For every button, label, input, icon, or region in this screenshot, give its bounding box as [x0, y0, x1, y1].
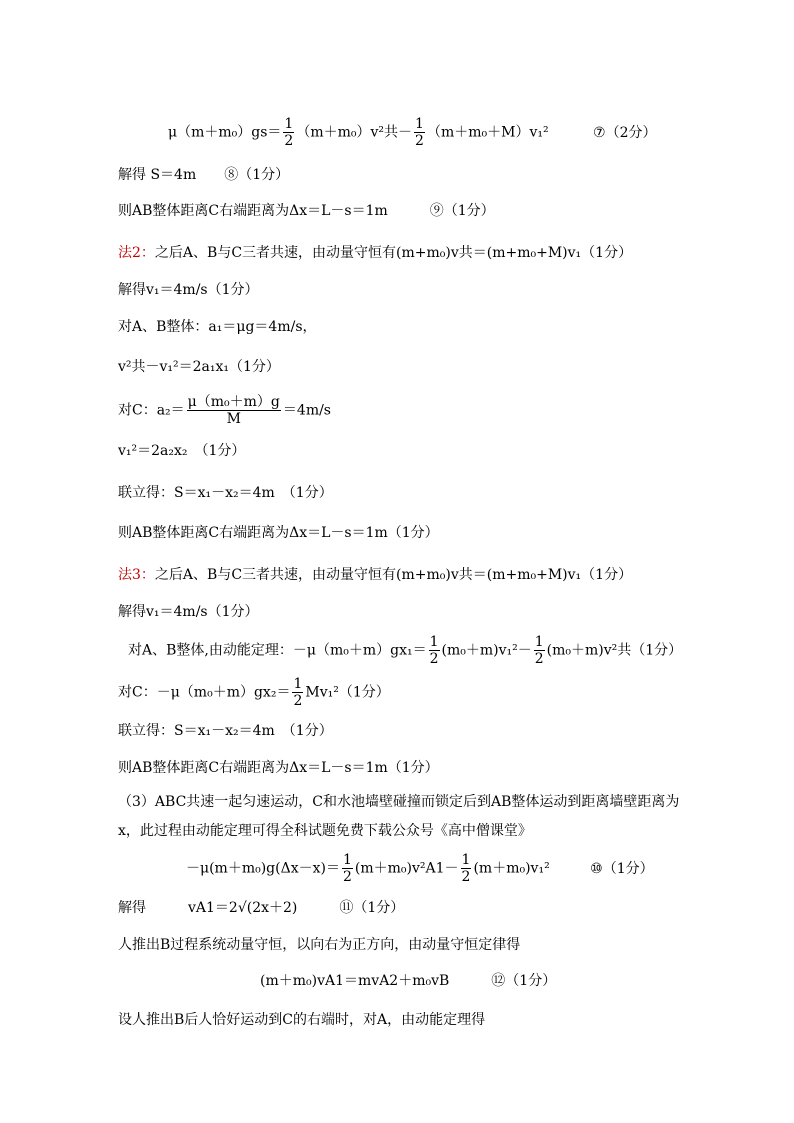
score-tag: ⑩（1分）: [590, 860, 654, 877]
numerator: 1: [284, 116, 294, 132]
line-18: （3）ABC共速一起匀速运动，C和水池墙壁碰撞而锁定后到AB整体运动到距离墙壁距离为: [118, 794, 680, 810]
denominator: 2: [284, 133, 294, 149]
equation-7: [168, 116, 657, 149]
denominator: 2: [415, 133, 424, 149]
denominator: 2: [293, 693, 303, 709]
method-text: 之后A、B与C三者共速，由动量守恒有(m+m₀)v共＝(m+m₀+M)v₁（1分）: [154, 245, 633, 261]
method-label: 法3：: [118, 567, 155, 583]
eq-part: μ（m＋m₀）gs＝: [168, 124, 282, 141]
eq-part: 对A、B整体,由动能定理：－μ（m₀＋m）gx₁＝: [128, 642, 427, 659]
denominator: M: [226, 411, 241, 427]
fraction: [534, 634, 545, 667]
method-2-line: [118, 242, 632, 264]
line-3: 则AB整体距离C右端距离为Δx＝L－s＝1m ⑨（1分）: [118, 203, 495, 219]
score-tag: ⑦（2分）: [593, 124, 657, 141]
line-8: [118, 394, 331, 427]
line-5: 解得v₁＝4m/s（1分）: [118, 282, 259, 298]
eq-part: 对C：－μ（m₀＋m）gx₂＝: [118, 684, 291, 701]
line-9: v₁²＝2a₂x₂ （1分）: [118, 443, 246, 459]
line-24: 设人推出B后人恰好运动到C的右端时，对A，由动能定理得: [118, 1012, 486, 1028]
eq-part: （m＋m₀）v²共－: [296, 124, 413, 141]
line-7: v²共－v₁²＝2a₁x₁（1分）: [118, 359, 280, 375]
line-19: x，此过程由动能定理可得全科试题免费下载公众号《高中僧课堂》: [118, 823, 532, 839]
line-6: 对A、B整体：a₁＝μg＝4m/s，: [118, 319, 317, 335]
numerator: 1: [461, 852, 471, 868]
line-2: 解得 S＝4m ⑧（1分）: [118, 167, 290, 183]
numerator: 1: [415, 116, 424, 132]
eq-part: Mv₁²（1分）: [305, 684, 390, 701]
numerator: 1: [429, 634, 439, 650]
line-15: [118, 676, 390, 709]
eq-part: (m₀＋m)v²共（1分）: [546, 642, 683, 659]
numerator: 1: [534, 634, 544, 650]
denominator: 2: [461, 869, 471, 885]
denominator: 2: [429, 651, 439, 667]
fraction: [292, 676, 303, 709]
eq-part: (m＋m₀)v²A1－: [354, 860, 459, 877]
line-11: 则AB整体距离C右端距离为Δx＝L－s＝1m（1分）: [118, 525, 439, 541]
fraction: [342, 852, 353, 885]
line-21: 解得 vA1＝2√(2x＋2) ⑪（1分）: [118, 900, 405, 916]
line-17: 则AB整体距离C右端距离为Δx＝L－s＝1m（1分）: [118, 760, 439, 776]
fraction: [429, 634, 440, 667]
eq-part: (m＋m₀)v₁²: [473, 860, 550, 877]
method-text: 之后A、B与C三者共速，由动量守恒有(m+m₀)v共＝(m+m₀+M)v₁（1分）: [154, 567, 633, 583]
eq-part: （m＋m₀＋M）v₁²: [426, 124, 549, 141]
method-label: 法2：: [118, 245, 155, 261]
eq-part: －μ(m＋m₀)g(Δx－x)＝: [186, 860, 340, 877]
denominator: 2: [534, 651, 544, 667]
fraction: [414, 116, 425, 149]
denominator: 2: [342, 869, 352, 885]
numerator: 1: [342, 852, 352, 868]
line-16: 联立得：S＝x₁－x₂＝4m （1分）: [118, 723, 333, 739]
line-22: 人推出B过程系统动量守恒，以向右为正方向，由动量守恒定律得: [118, 937, 521, 953]
fraction: [283, 116, 294, 149]
line-14: [128, 634, 682, 667]
fraction: [461, 852, 472, 885]
eq-part: (m₀＋m)v₁²－: [441, 642, 532, 659]
equation-12: (m＋m₀)vA1＝mvA2＋m₀vB ⑫（1分）: [260, 973, 557, 989]
eq-part: ＝4m/s: [282, 402, 331, 419]
equation-10: [186, 852, 654, 885]
line-13: 解得v₁＝4m/s（1分）: [118, 604, 259, 620]
line-10: 联立得：S＝x₁－x₂＝4m （1分）: [118, 485, 333, 501]
method-3-line: [118, 564, 632, 586]
numerator: μ（m₀＋m）g: [187, 394, 280, 410]
eq-part: 对C：a₂＝: [118, 402, 185, 419]
numerator: 1: [293, 676, 303, 692]
fraction: [187, 394, 281, 427]
